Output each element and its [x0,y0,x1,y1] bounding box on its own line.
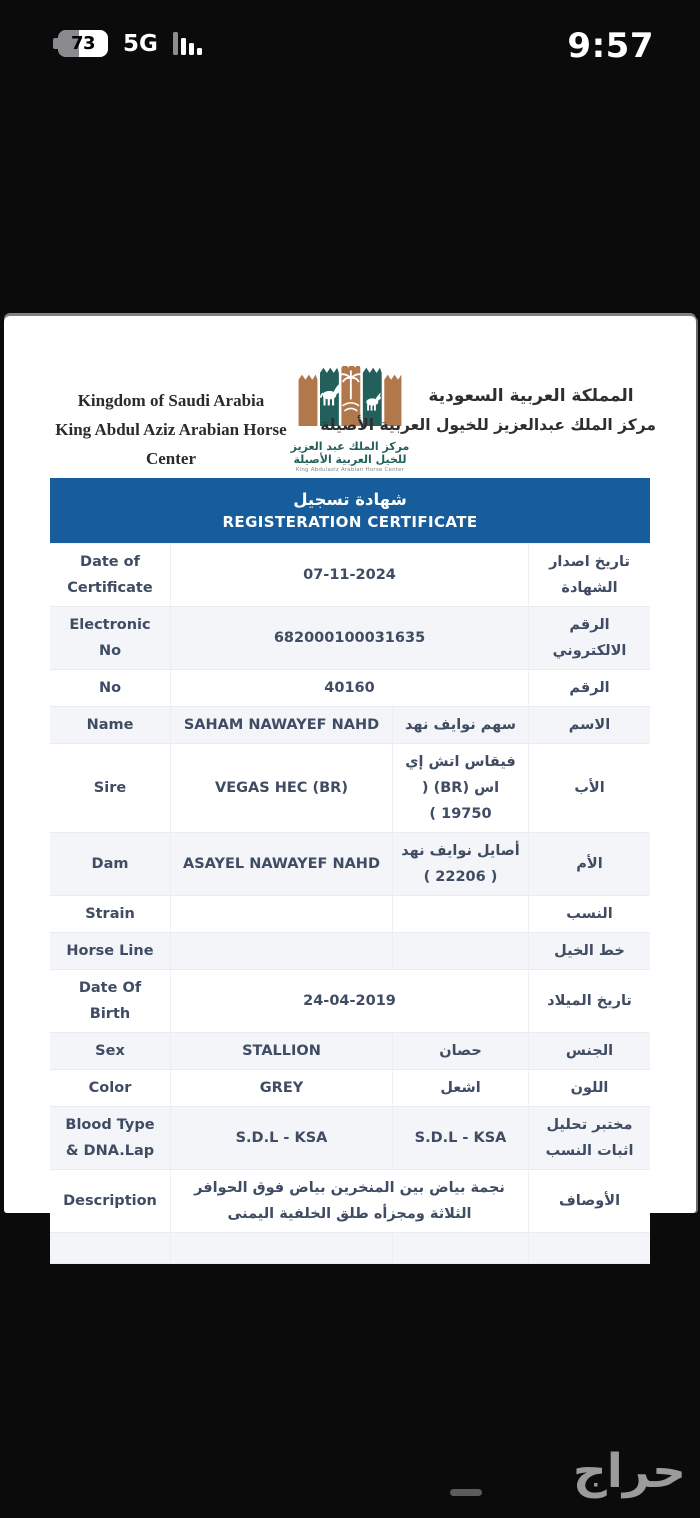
table-row [50,833,650,896]
cell-label-ar: الجنس [528,1033,650,1069]
table-row [50,1070,650,1107]
cell-label-ar: خط الخيل [528,933,650,969]
cell-label-ar: الرقم [528,670,650,706]
status-bar [0,0,700,70]
battery-icon [58,30,108,57]
banner-title-arabic: شهادة تسجيل [293,490,407,509]
network-type-label: 5G [123,30,158,57]
certificate-table [50,543,650,1264]
cell-value-en: S.D.L - KSA [170,1107,392,1169]
certificate-header [4,364,696,476]
cell-label-ar: تاريخ الميلاد [528,970,650,1032]
cell-label-en: Name [86,717,134,733]
cell-value-ar: حصان [392,1033,528,1069]
cell-label-en: Date Of Birth [78,980,142,1022]
cell-label-ar: الأم [528,833,650,895]
certificate-document [4,316,696,1222]
table-row [50,707,650,744]
cell-label-en: Dam [91,856,129,872]
cell-value: 40160 [170,670,528,706]
table-row [50,1107,650,1170]
cell-label-ar: الأوصاف [528,1170,650,1232]
cell-label-en: Blood Type & DNA.Lap [65,1117,155,1159]
cell-value-ar: أصايل نوايف نهد ( 22206 ) [392,833,528,895]
table-row [50,670,650,707]
header-en-line1: Kingdom of Saudi Arabia [77,391,265,410]
cell-value: 24-04-2019 [170,970,528,1032]
table-row [50,744,650,833]
cell-value-ar [392,933,528,969]
table-row [50,1170,650,1233]
table-row [50,1233,650,1264]
cell-value-en [170,933,392,969]
cell-value-en [170,896,392,932]
table-row [50,1033,650,1070]
header-ar-line1: المملكة العربية السعودية [428,386,634,406]
cell-label-en: Sire [93,780,127,796]
cell-value-ar [392,1233,528,1263]
banner-title-english: REGISTERATION CERTIFICATE [222,513,478,531]
logo-arabic-name: مركز الملك عبد العزيز للخيل العربية الأصيلة [290,440,410,466]
cell-label-en: Horse Line [66,943,154,959]
cell-value-ar: S.D.L - KSA [392,1107,528,1169]
cell-value: 07-11-2024 [170,544,528,606]
logo-english-caption: King Abdulaziz Arabian Horse Center [295,467,405,473]
cell-label-en: Description [63,1193,157,1209]
cell-label-ar: الاسم [528,707,650,743]
cell-value-ar: سهم نوايف نهد [392,707,528,743]
table-row [50,970,650,1033]
cell-label-en: Date of Certificate [67,554,153,596]
cell-value-en: GREY [170,1070,392,1106]
cell-label-en: Sex [95,1043,125,1059]
table-row [50,544,650,607]
cell-label-ar: الأب [528,744,650,832]
header-en-line2: King Abdul Aziz Arabian Horse Center [55,420,287,468]
cell-value: 682000100031635 [170,607,528,669]
table-row [50,933,650,970]
cell-label-ar [528,1233,650,1263]
haraj-watermark: حراج [572,1444,686,1499]
cell-value-ar: اشعل [392,1070,528,1106]
cell-label-ar: الرقم الالكتروني [528,607,650,669]
watermark-dash [450,1489,482,1496]
cell-value-en: VEGAS HEC (BR) [170,744,392,832]
cell-label-en: Color [88,1080,132,1096]
cell-value-en [170,1233,392,1263]
cell-value: نجمة بياض بين المنخرين بياض فوق الحوافر الثلاثة ومجزأه طلق الخلفية اليمنى [170,1170,528,1232]
cell-label-ar: النسب [528,896,650,932]
cell-value-en: SAHAM NAWAYEF NAHD [170,707,392,743]
cell-label-en: Strain [85,906,135,922]
signal-bars-icon [173,32,202,55]
table-row [50,896,650,933]
cell-label-en [50,1233,170,1263]
cell-label-ar: تاريخ اصدار الشهادة [528,544,650,606]
header-arabic-title [320,382,656,440]
clock-time: 9:57 [567,26,654,66]
cell-label-ar: اللون [528,1070,650,1106]
cell-label-en: Electronic No [69,617,151,659]
cell-label-en: No [98,680,122,696]
cell-value-ar: فيقاس اتش إي اس (BR) ( 19750 ) [392,744,528,832]
cell-value-ar [392,896,528,932]
cell-value-en: STALLION [170,1033,392,1069]
header-ar-line2: مركز الملك عبدالعزيز للخيول العربية الأصيلة [320,416,656,434]
certificate-title-banner [50,478,650,543]
battery-percent: 73 [70,33,96,54]
header-english-title [46,386,296,473]
cell-value-en: ASAYEL NAWAYEF NAHD [170,833,392,895]
table-row [50,607,650,670]
cell-label-ar: مختبر تحليل اثبات النسب [528,1107,650,1169]
